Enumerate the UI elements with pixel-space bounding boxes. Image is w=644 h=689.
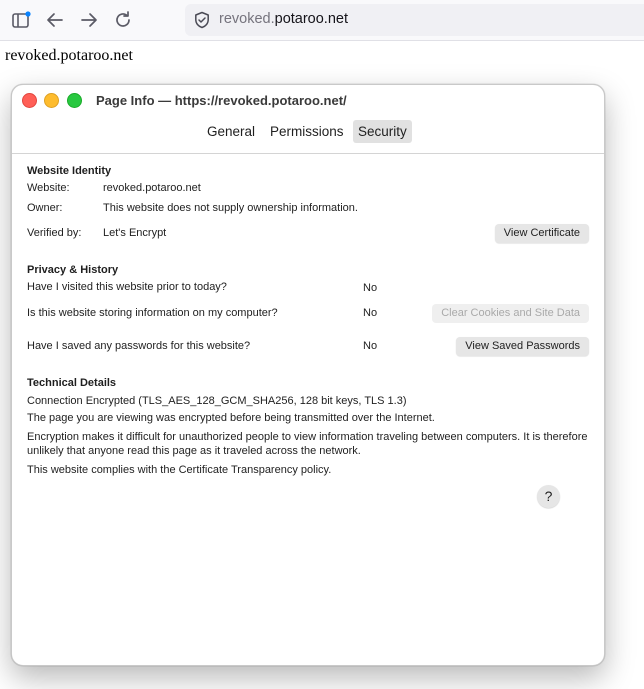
sidebar-toggle-icon[interactable]: [10, 9, 32, 31]
clear-cookies-button[interactable]: Clear Cookies and Site Data: [432, 304, 589, 323]
encryption-explanation-text: Encryption makes it difficult for unauthorized people to view information traveling between computers. It is therefore unlikely that anyone read this page as it traveled across the network.: [27, 431, 588, 457]
verified-by-label: Verified by:: [27, 227, 82, 239]
forward-arrow-icon[interactable]: [78, 9, 100, 31]
passwords-answer: No: [363, 340, 378, 352]
dialog-title: Page Info — https://revoked.potaroo.net/: [96, 93, 347, 108]
tabs-divider: [12, 153, 604, 154]
shield-icon[interactable]: [193, 11, 211, 29]
website-value: revoked.potaroo.net: [103, 182, 201, 194]
help-button[interactable]: ?: [537, 485, 560, 508]
url-prefix: revoked.: [219, 11, 275, 27]
verified-by-value: Let's Encrypt: [103, 227, 167, 239]
maximize-window-button[interactable]: [67, 93, 82, 108]
minimize-window-button[interactable]: [44, 93, 59, 108]
storing-question: Is this website storing information on my computer?: [27, 307, 278, 319]
url-domain: potaroo.net: [274, 11, 348, 27]
technical-details-heading: Technical Details: [27, 377, 117, 389]
tab-general[interactable]: General: [207, 124, 256, 139]
back-arrow-icon[interactable]: [44, 9, 66, 31]
connection-encrypted-text: Connection Encrypted (TLS_AES_128_GCM_SHA256, 128 bit keys, TLS 1.3): [27, 395, 407, 407]
url-bar[interactable]: [185, 4, 644, 36]
dialog-titlebar: [12, 85, 604, 117]
website-label: Website:: [27, 182, 70, 194]
url-text[interactable]: [219, 11, 348, 27]
view-certificate-button[interactable]: View Certificate: [495, 224, 589, 243]
encrypted-transmission-text: The page you are viewing was encrypted before being transmitted over the Internet.: [27, 412, 435, 424]
tab-security[interactable]: Security: [353, 120, 412, 143]
browser-toolbar: [0, 0, 644, 41]
website-identity-heading: Website Identity: [27, 165, 112, 177]
tab-permissions[interactable]: Permissions: [270, 124, 344, 139]
close-window-button[interactable]: [22, 93, 37, 108]
visited-question: Have I visited this website prior to today?: [27, 281, 227, 293]
owner-value: This website does not supply ownership information.: [103, 202, 358, 214]
view-saved-passwords-button[interactable]: View Saved Passwords: [456, 337, 589, 356]
storing-answer: No: [363, 307, 378, 319]
reload-icon[interactable]: [112, 9, 134, 31]
dialog-tabs: [12, 120, 604, 144]
passwords-question: Have I saved any passwords for this website?: [27, 340, 251, 352]
certificate-transparency-text: This website complies with the Certificate Transparency policy.: [27, 464, 332, 476]
page-info-dialog: [11, 84, 605, 666]
owner-label: Owner:: [27, 202, 63, 214]
visited-answer: No: [363, 282, 378, 294]
page-body-text: revoked.potaroo.net: [5, 47, 133, 64]
privacy-history-heading: Privacy & History: [27, 264, 119, 276]
